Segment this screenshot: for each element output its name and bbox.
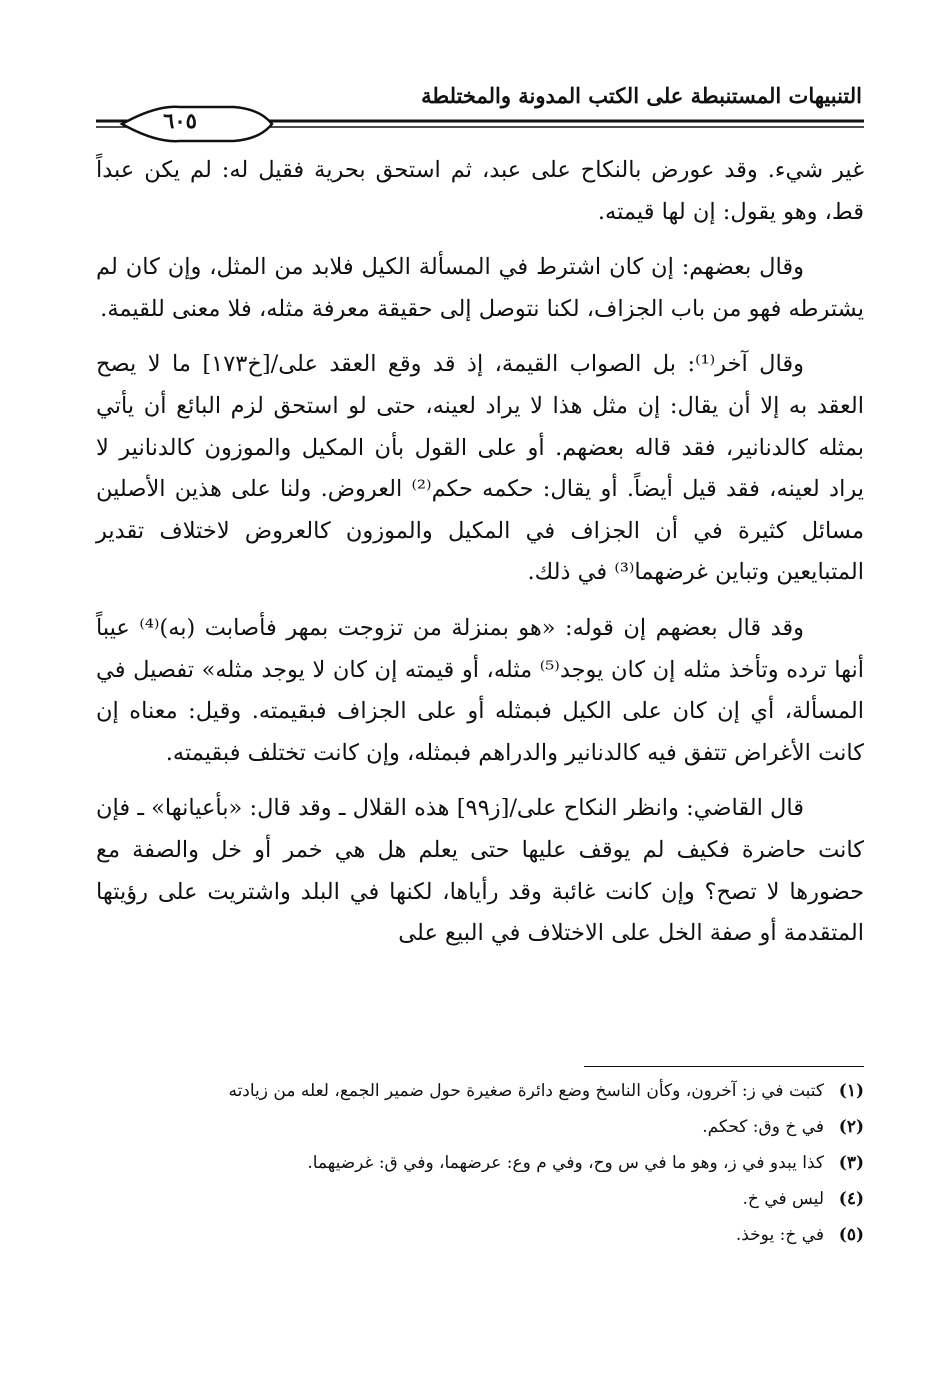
footnotes: [96, 1078, 864, 1258]
footnote-number: (٣): [838, 1153, 864, 1173]
footnote-number: (٥): [838, 1225, 864, 1245]
footnote-text: في خ وق: كحكم.: [702, 1117, 824, 1137]
running-title: التنبيهات المستنبطة على الكتب المدونة والمختلطة: [421, 83, 862, 108]
footnote-text: في خ: يوخذ.: [735, 1225, 824, 1245]
footnote: [96, 1150, 864, 1176]
footnote-text: كتبت في ز: آخرون، وكأن الناسخ وضع دائرة صغيرة حول ضمير الجمع، لعله من زيادته: [228, 1081, 824, 1101]
footnote: [96, 1114, 864, 1140]
paragraph: وقال آخر⁽¹⁾: بل الصواب القيمة، إذ قد وقع العقد على/[خ١٧٣] ما لا يصح العقد به إلا أن يقال: إن مثل هذا لا يراد لعينه، حتى لو استحق لزم البائع أن يأتي بمثله كالدنانير، فقد قاله بعضهم. أو على القول بأن المكيل والموزون كالدنانير لا يراد لعينه، فقد قيل أيضاً. أو يقال: حكمه حكم⁽²⁾ العروض. ولنا على هذين الأصلين مسائل كثيرة في أن الجزاف في المكيل والموزون كالعروض لاختلاف تقدير المتبايعين وتباين غرضهما⁽³⁾ في ذلك.: [96, 351, 864, 586]
footnote-number: (١): [838, 1081, 864, 1101]
paragraph: غير شيء. وقد عورض بالنكاح على عبد، ثم استحق بحرية فقيل له: لم يكن عبداً قط، وهو يقول: إن لها قيمته.: [96, 157, 864, 225]
footnote: [96, 1186, 864, 1212]
body-text: [96, 150, 864, 969]
footnote-number: (٤): [838, 1189, 864, 1209]
footnote-text: كذا يبدو في ز، وهو ما في س وح، وفي م وع: عرضهما، وفي ق: غرضيهما.: [307, 1153, 824, 1173]
paragraph: وقال بعضهم: إن كان اشترط في المسألة الكيل فلابد من المثل، وإن كان لم يشترطه فهو من باب الجزاف، لكنا نتوصل إلى حقيقة معرفة مثله، فلا معنى للقيمة.: [96, 254, 864, 322]
footnote-divider: [584, 1066, 864, 1067]
footnote-text: ليس في خ.: [742, 1189, 824, 1209]
footnote: [96, 1222, 864, 1248]
footnote: [96, 1078, 864, 1104]
footnote-number: (٢): [838, 1117, 864, 1137]
paragraph: قال القاضي: وانظر النكاح على/[ز٩٩] هذه القلال ـ وقد قال: «بأعيانها» ـ فإن كانت حاضرة فكيف لم يوقف عليها حتى يعلم هل هي خمر أو خل والصفة مع حضورها لا تصح؟ وإن كانت غائبة وقد رأياها، لكنها في البلد واشتريت على رؤيتها المتقدمة أو صفة الخل على الاختلاف في البيع على: [96, 795, 864, 947]
page-number: ٦٠٥: [163, 108, 197, 133]
paragraph: وقد قال بعضهم إن قوله: «هو بمنزلة من تزوجت بمهر فأصابت (به)⁽⁴⁾ عيباً أنها ترده وتأخذ مثله إن كان يوجد⁽⁵⁾ مثله، أو قيمته إن كان لا يوجد مثله» تفصيل في المسألة، أي إن كان على الكيل فبمثله أو على الجزاف فبقيمته. وقيل: معناه إن كانت الأغراض تتفق فيه كالدنانير والدراهم فبمثله، وإن كانت تختلف فبقيمته.: [96, 614, 864, 766]
